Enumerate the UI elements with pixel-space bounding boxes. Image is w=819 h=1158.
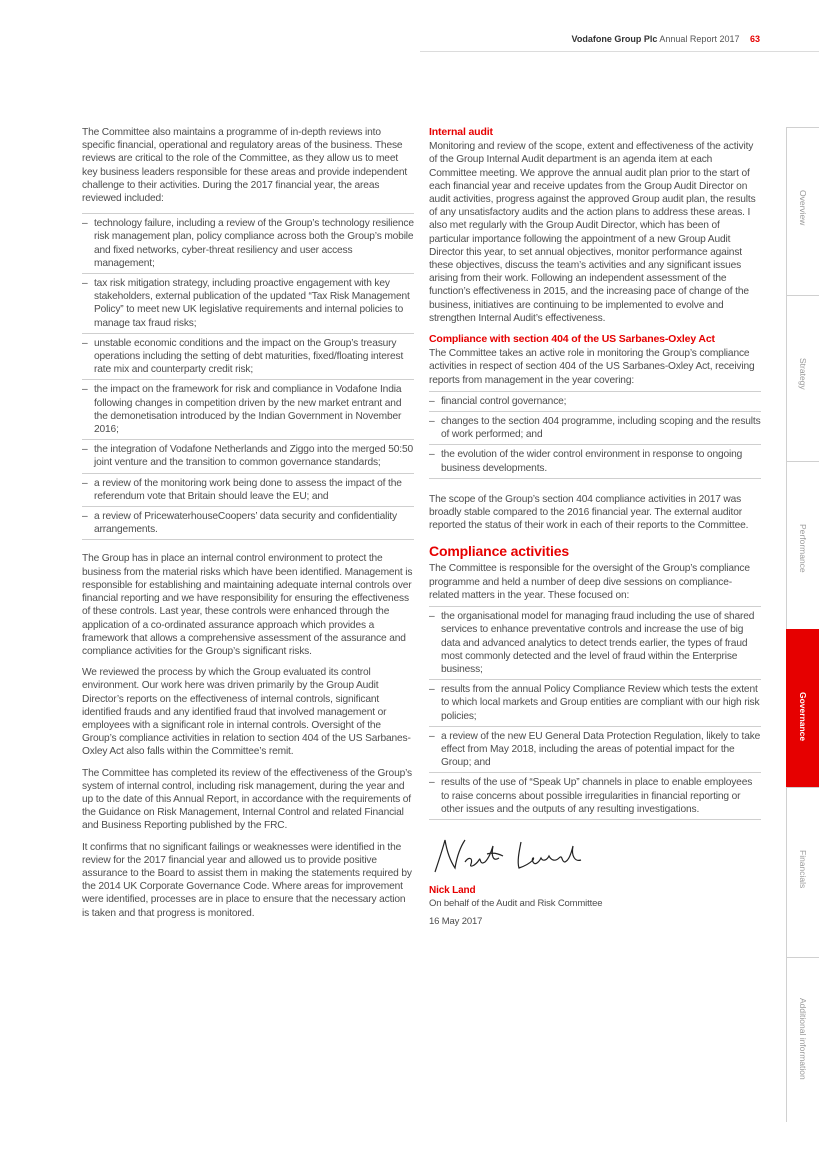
list-item: – unstable economic conditions and the impact on the Group’s treasury operations including the setting of debt maturities, fixed/floating interest rate mix and counterparty credit risk; [82, 334, 414, 381]
compliance-heading: Compliance activities [429, 543, 570, 560]
tab-governance[interactable] [786, 629, 819, 787]
left-column [82, 126, 414, 928]
intro-paragraph: The Committee also maintains a programme of in-depth reviews into specific financial, operational and regulatory areas of the business. These reviews are critical to the role of the Committee, as they allow us to meet key business leaders responsible for these areas and provide independent challenge to their activities. During the 2017 financial year, the areas reviewed included: [82, 127, 408, 205]
compliance-list [429, 606, 761, 820]
sox-list [429, 391, 761, 479]
tab-overview[interactable] [786, 127, 819, 295]
tab-label: Strategy [798, 358, 808, 390]
list-item: – the integration of Vodafone Netherlands and Ziggo into the merged 50:50 joint venture and the transition to common governance standards; [82, 440, 414, 473]
signatory-role: On behalf of the Audit and Risk Committee [429, 898, 603, 910]
company-name: Vodafone Group Plc [571, 34, 658, 44]
list-item: – technology failure, including a review of the Group’s technology resilience risk management plan, policy compliance across both the Group’s mobile and fixed networks, cyber-threat resiliency and user access management; [82, 214, 414, 274]
page-header [420, 34, 760, 44]
tab-label: Financials [798, 850, 808, 889]
tab-additional-information[interactable] [786, 957, 819, 1122]
tab-label: Governance [798, 692, 808, 742]
list-item: – the impact on the framework for risk and compliance in Vodafone India following changes in competition driven by the new market entrant and the demonetisation introduced by the Indian Government in November 2016; [82, 380, 414, 440]
list-item: – a review of the new EU General Data Protection Regulation, likely to take effect from May 2018, including the areas of potential impact for the Group; and [429, 727, 761, 774]
list-item: – a review of the monitoring work being done to assess the impact of the referendum vote that Britain should leave the EU; and [82, 474, 414, 507]
sox-paragraph: The Committee takes an active role in monitoring the Group’s compliance activities in respect of section 404 of the US Sarbanes-Oxley Act, receiving reports from management in the year covering: [429, 348, 755, 386]
page-number: 63 [749, 34, 760, 44]
internal-audit-paragraph: Monitoring and review of the scope, extent and effectiveness of the activity of the Group Internal Audit department is an agenda item at each Committee meeting. We approve the annual audit plan prior to the start of each financial year and receive updates from the Group Audit Director on audit activities, progress against the approved Group audit plan, the results of any unsatisfactory audits and the action plans to address these areas. I also met regularly with the Group Audit Director, which has been of particular importance following the appointment of a new Group Audit Director this year, to set annual objectives, monitor performance against these objectives, discuss the team’s activities and any significant issues arising from their work. Following an independent assessment of the function’s effectiveness in 2015, and the increasing pace of change of the business, initiatives are continuing to be implemented to evolve and strengthen Internal Audit’s effectiveness. [429, 141, 756, 324]
review-areas-list [82, 213, 414, 540]
signature-image [429, 832, 609, 878]
list-item: – a review of PricewaterhouseCoopers’ data security and confidentiality arrangements. [82, 507, 414, 540]
list-item: – results of the use of “Speak Up” channels in place to enable employees to raise concerns about possible irregularities in financial reporting or other issues and the outputs of any resulting investigations. [429, 773, 761, 820]
compliance-paragraph: The Committee is responsible for the oversight of the Group’s compliance programme and held a number of deep dive sessions on compliance-related matters in the year. These focused on: [429, 563, 750, 601]
list-item: – tax risk mitigation strategy, including proactive engagement with key stakeholders, external publication of the updated “Tax Risk Management Policy” to meet new UK legislative requirements and internal policies to manage tax fraud risks; [82, 274, 414, 334]
right-column [429, 126, 761, 928]
sox-scope-paragraph: The scope of the Group’s section 404 compliance activities in 2017 was broadly stable compared to the 2016 financial year. The external auditor reported the status of their work in each of their reports to the Committee. [429, 493, 749, 532]
tab-strategy[interactable] [786, 295, 819, 461]
tab-label: Overview [798, 190, 808, 226]
signatory-name: Nick Land [429, 885, 476, 897]
effectiveness-paragraph: The Committee has completed its review of the effectiveness of the Group’s system of internal control, including risk management, during the year and up to the date of this Annual Report, in accordance with the requirements of the Guidance on Risk Management, Internal Control and related Financial and Business Reporting published by the FRC. [82, 767, 412, 832]
header-divider [420, 51, 819, 52]
report-title: Annual Report 2017 [659, 34, 740, 44]
signature-date: 16 May 2017 [429, 916, 483, 928]
control-review-paragraph: We reviewed the process by which the Group evaluated its control environment. Our work here was driven primarily by the Group Audit Director’s reports on the effectiveness of internal controls, significant identified frauds and any identified fraud that involved management or employees with a significant role in internal controls. Oversight of the Group’s compliance activities in relation to section 404 of the US Sarbanes-Oxley Act also falls within the Committee’s remit. [82, 667, 411, 758]
list-item: – changes to the section 404 programme, including scoping and the results of work performed; and [429, 412, 761, 445]
internal-audit-heading: Internal audit [429, 126, 493, 138]
list-item: – the organisational model for managing fraud including the use of shared services to enhance preventative controls and increase the use of big data and advanced analytics to detect trends earlier, the types of fraud most commonly detected and the level of fraud within the Enterprise business; [429, 607, 761, 680]
tab-label: Performance [798, 524, 808, 573]
internal-control-paragraph: The Group has in place an internal control environment to protect the business from the material risks which have been identified. Management is responsible for establishing and maintaining adequate internal controls over financial reporting and we have responsibility for ensuring the effectiveness of these controls. Last year, these controls were enhanced through the application of a co-ordinated assurance approach which provides a framework that allows a comprehensive assessment of the assurance and compliance activities for the Group’s significant risks. [82, 553, 413, 657]
list-item: – financial control governance; [429, 392, 761, 412]
tab-financials[interactable] [786, 787, 819, 957]
sox-heading: Compliance with section 404 of the US Sarbanes-Oxley Act [429, 333, 715, 346]
list-item: – the evolution of the wider control environment in response to ongoing business developments. [429, 445, 761, 478]
tab-label: Additional information [798, 998, 808, 1080]
tab-performance[interactable] [786, 461, 819, 629]
list-item: – results from the annual Policy Compliance Review which tests the extent to which local markets and Group entities are compliant with our high risk policies; [429, 680, 761, 727]
assurance-paragraph: It confirms that no significant failings or weaknesses were identified in the review for the 2017 financial year and allowed us to provide positive assurance to the Board to assist them in making the statements required by the 2014 UK Corporate Governance Code. Where areas for improvement were identified, processes are in place to ensure that the necessary action is taken and that progress is monitored. [82, 841, 412, 919]
